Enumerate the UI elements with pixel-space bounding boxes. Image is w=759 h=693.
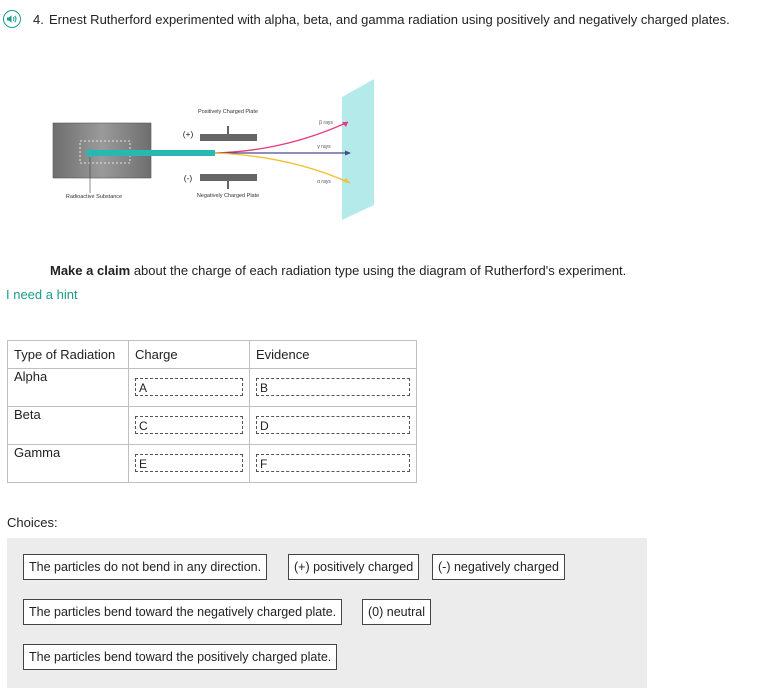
screen bbox=[342, 79, 374, 220]
header-type: Type of Radiation bbox=[8, 341, 129, 369]
drop-zone-b[interactable]: B bbox=[256, 378, 410, 396]
drop-zone-d[interactable]: D bbox=[256, 416, 410, 434]
radiation-table bbox=[7, 340, 417, 483]
gamma-label: γ rays bbox=[317, 144, 331, 150]
table-row bbox=[8, 445, 417, 483]
speaker-icon bbox=[6, 13, 18, 25]
negative-plate bbox=[200, 174, 257, 181]
row-type-gamma: Gamma bbox=[8, 445, 129, 483]
beam bbox=[90, 150, 215, 156]
choice-no-bend[interactable]: The particles do not bend in any direction. bbox=[23, 554, 267, 580]
drop-zone-e[interactable]: E bbox=[135, 454, 243, 472]
source-label: Radioactive Substance bbox=[65, 194, 123, 200]
question-text: Ernest Rutherford experimented with alpha, beta, and gamma radiation using positively and negatively charged plates. bbox=[49, 12, 730, 27]
audio-speaker-icon[interactable] bbox=[3, 10, 21, 28]
choice-neutral[interactable]: (0) neutral bbox=[362, 599, 431, 625]
header-evidence: Evidence bbox=[250, 341, 417, 369]
table-row bbox=[8, 407, 417, 445]
choice-bank bbox=[7, 538, 647, 688]
claim-instruction bbox=[50, 263, 626, 278]
alpha-label: α rays bbox=[317, 179, 331, 185]
hint-link[interactable]: I need a hint bbox=[6, 287, 78, 302]
rutherford-diagram bbox=[50, 75, 390, 230]
negative-plate-label: Negatively Charged Plate bbox=[196, 193, 260, 199]
choices-label: Choices: bbox=[7, 515, 58, 530]
drop-zone-c[interactable]: C bbox=[135, 416, 243, 434]
choice-negative[interactable]: (-) negatively charged bbox=[432, 554, 565, 580]
minus-sign: (-) bbox=[183, 173, 193, 183]
table-row bbox=[8, 369, 417, 407]
row-type-beta: Beta bbox=[8, 407, 129, 445]
drop-zone-a[interactable]: A bbox=[135, 378, 243, 396]
drop-zone-f[interactable]: F bbox=[256, 454, 410, 472]
row-type-alpha: Alpha bbox=[8, 369, 129, 407]
question-prompt bbox=[33, 9, 733, 30]
choice-bend-positive[interactable]: The particles bend toward the positively charged plate. bbox=[23, 644, 337, 670]
beta-label: β rays bbox=[319, 120, 333, 126]
plus-sign: (+) bbox=[182, 129, 194, 139]
table-header-row bbox=[8, 341, 417, 369]
choice-bend-negative[interactable]: The particles bend toward the negatively charged plate. bbox=[23, 599, 342, 625]
question-number: 4. bbox=[33, 12, 44, 27]
positive-plate-label: Positively Charged Plate bbox=[198, 109, 258, 115]
claim-bold: Make a claim bbox=[50, 263, 131, 278]
claim-rest: about the charge of each radiation type using the diagram of Rutherford's experiment. bbox=[130, 263, 627, 278]
positive-plate bbox=[200, 134, 257, 141]
choice-positive[interactable]: (+) positively charged bbox=[288, 554, 419, 580]
header-charge: Charge bbox=[129, 341, 250, 369]
